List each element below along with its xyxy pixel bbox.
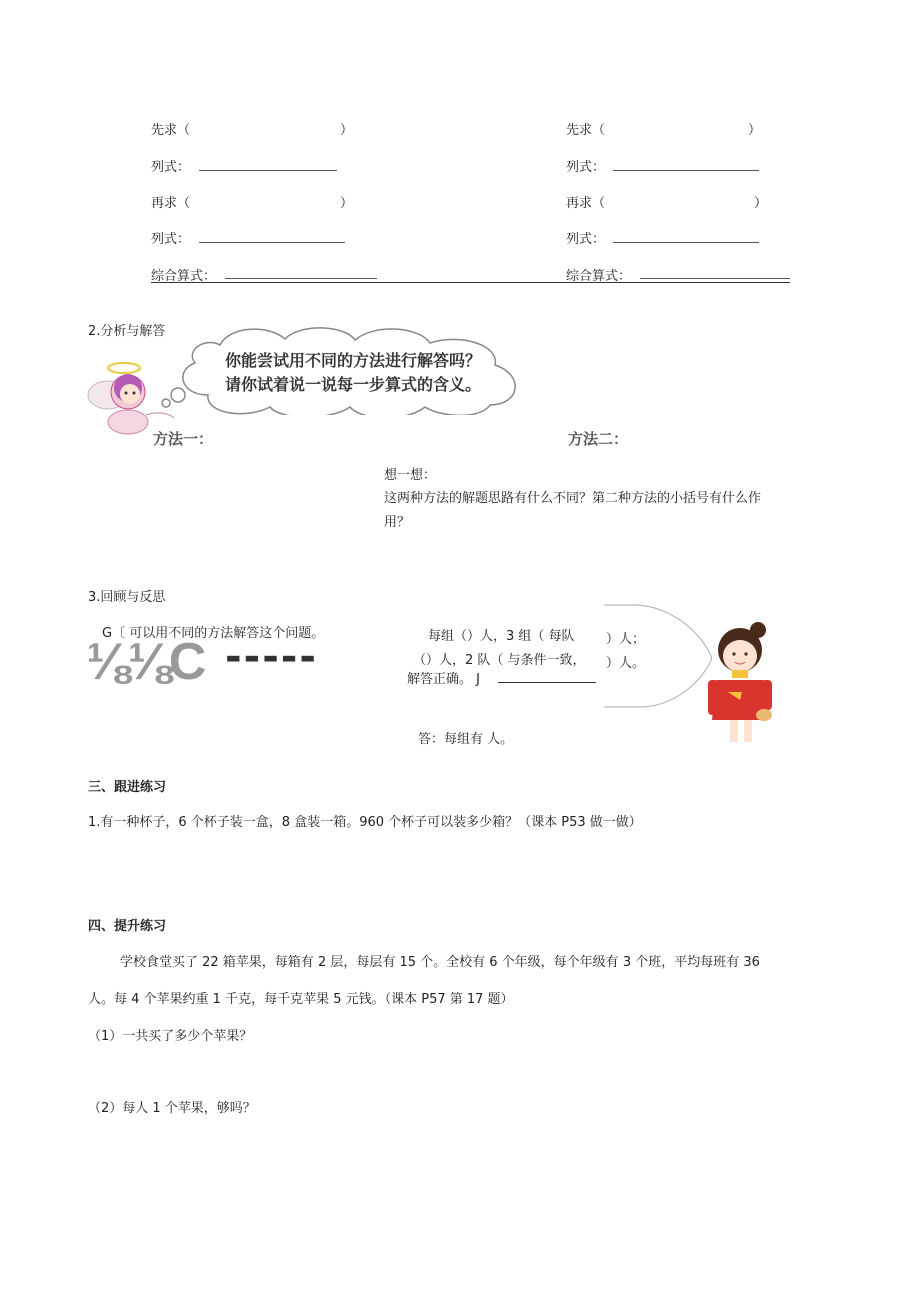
right-then-find-label: 再求（ — [566, 196, 606, 211]
advance-practice-heading: 四、提升练习 — [88, 919, 167, 934]
left-combined-label: 综合算式： — [151, 269, 217, 284]
advance-sub-question-2: （2）每人 1 个苹果，够吗？ — [88, 1101, 256, 1116]
left-formula1-label: 列式： — [151, 160, 191, 175]
right-combined-label: 综合算式： — [566, 269, 632, 284]
left-formula1-blank[interactable] — [199, 170, 337, 171]
left-first-find-label: 先求（ — [151, 123, 191, 138]
right-formula1-label: 列式： — [566, 160, 606, 175]
right-formula2-label: 列式： — [566, 232, 606, 247]
left-formula2-blank[interactable] — [199, 242, 345, 243]
bubble-answer-blank[interactable] — [498, 682, 596, 683]
think-line-2: 用？ — [384, 515, 411, 530]
right-formula1-blank[interactable] — [613, 170, 759, 171]
cloud-line-1: 你能尝试用不同的方法进行解答吗？ — [225, 351, 482, 370]
think-line-1: 这两种方法的解题思路有什么不同？第二种方法的小括号有什么作 — [384, 491, 762, 506]
advance-para-line-2: 人。每 4 个苹果约重 1 千克，每千克苹果 5 元钱。（课本 P57 第 17 题） — [88, 992, 514, 1007]
left-first-find-close: ） — [340, 123, 354, 138]
bubble-line-1a: 每组（）人，3 组（ 每队 — [428, 629, 575, 644]
method-two-label: 方法二： — [568, 430, 629, 448]
bubble-line-1b: ）人； — [606, 632, 646, 647]
bubble-line-2a: （）人，2 队（ 与条件一致， — [413, 653, 586, 668]
right-then-find-close: ） — [754, 196, 768, 211]
section3-heading: 3.回顾与反思 — [88, 590, 166, 605]
right-formula2-blank[interactable] — [613, 242, 759, 243]
right-first-find-label: 先求（ — [566, 123, 606, 138]
follow-practice-heading: 三、跟进练习 — [88, 780, 167, 795]
girl-character-icon — [698, 620, 778, 750]
section3-answer: 答：每组有 人。 — [418, 732, 514, 747]
method-one-label: 方法一： — [153, 430, 214, 448]
left-formula2-label: 列式： — [151, 232, 191, 247]
left-then-find-close: ） — [340, 196, 354, 211]
advance-para-line-1: 学校食堂买了 22 箱苹果，每箱有 2 层，每层有 15 个。全校有 6 个年级，每个年级有 3 个班，平均每班有 36 — [120, 955, 760, 970]
follow-question-1: 1.有一种杯子，6 个杯子装一盒，8 盒装一箱。960 个杯子可以装多少箱？（课本 P53 做一做） — [88, 815, 642, 830]
table-bottom-rule — [151, 282, 790, 283]
dash-row: ----- — [225, 634, 319, 680]
section2-heading: 2.分析与解答 — [88, 324, 166, 339]
bubble-line-2b: ）人。 — [606, 656, 646, 671]
advance-sub-question-1: （1）一共买了多少个苹果？ — [88, 1029, 253, 1044]
section3-note: G〔 可以用不同的方法解答这个问题。 — [102, 626, 325, 641]
right-combined-blank[interactable] — [640, 278, 790, 279]
bubble-line-3: 解答正确。 J — [407, 672, 480, 687]
left-combined-blank[interactable] — [225, 278, 377, 279]
cloud-line-2: 请你试着说一说每一步算式的含义。 — [225, 375, 482, 394]
right-first-find-close: ） — [748, 123, 762, 138]
think-label: 想一想： — [384, 468, 437, 483]
garbled-glyphs: ⅛⅛C — [86, 633, 205, 691]
left-then-find-label: 再求（ — [151, 196, 191, 211]
